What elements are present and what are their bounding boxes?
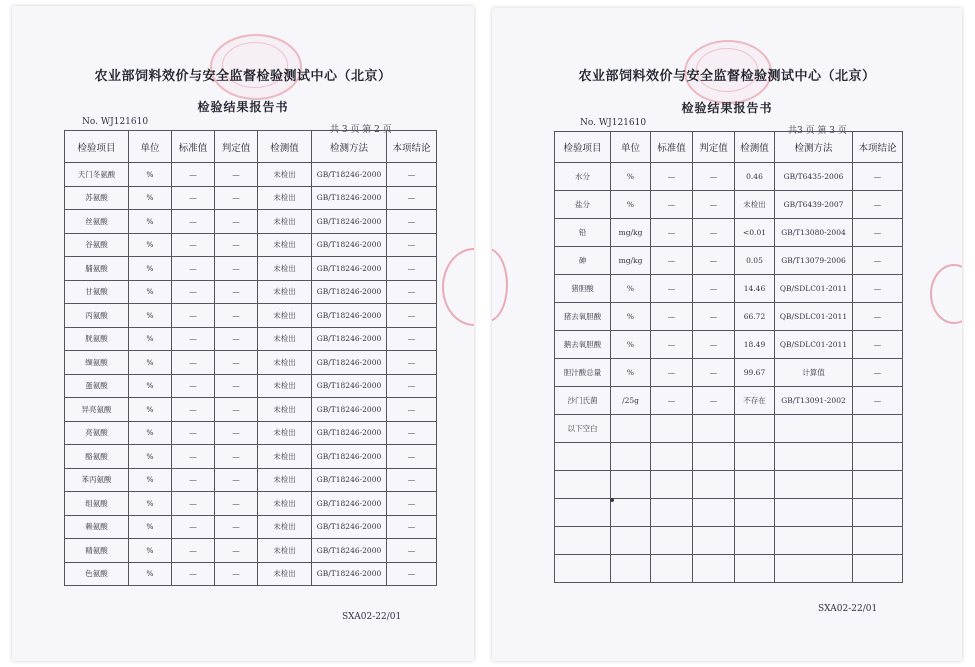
table-cell: — (651, 331, 693, 359)
table-cell (651, 499, 693, 527)
table-cell: — (387, 398, 437, 422)
table-cell: — (172, 210, 215, 234)
table-cell: % (129, 233, 172, 257)
table-cell (853, 443, 903, 471)
table-row (555, 387, 903, 415)
table-cell: — (853, 275, 903, 303)
table-cell: — (693, 191, 735, 219)
table-cell: GB/T18246-2000 (312, 539, 387, 563)
table-cell (693, 415, 735, 443)
table-cell: GB/T6435-2006 (775, 163, 853, 191)
table-cell: — (651, 191, 693, 219)
column-header: 本项结论 (853, 132, 903, 163)
table-cell: — (387, 421, 437, 445)
table-cell: — (387, 210, 437, 234)
column-header: 判定值 (693, 132, 735, 163)
table-cell: — (693, 247, 735, 275)
table-cell: 猪胆酸 (555, 275, 611, 303)
table-cell: % (611, 303, 651, 331)
table-cell: 未检出 (258, 515, 312, 539)
table-cell (611, 527, 651, 555)
table-cell: — (215, 257, 258, 281)
table-cell: GB/T18246-2000 (312, 233, 387, 257)
table-cell: GB/T18246-2000 (312, 210, 387, 234)
table-cell: — (651, 359, 693, 387)
table-cell: QB/SDLC01-2011 (775, 303, 853, 331)
table-cell (611, 499, 651, 527)
table-row (65, 257, 437, 281)
table-cell: 蛋氨酸 (65, 374, 129, 398)
table-cell: 脯氨酸 (65, 257, 129, 281)
table-cell: <0.01 (735, 219, 775, 247)
table-cell: — (172, 186, 215, 210)
report-number: No. WJ121610 (82, 117, 149, 127)
table-cell (651, 555, 693, 583)
table-cell: — (387, 327, 437, 351)
table-cell: GB/T18246-2000 (312, 280, 387, 304)
table-row (65, 186, 437, 210)
table-cell (853, 415, 903, 443)
table-row (555, 275, 903, 303)
table-cell: — (215, 515, 258, 539)
table-row (555, 527, 903, 555)
table-cell: — (651, 387, 693, 415)
table-cell: — (853, 359, 903, 387)
table-cell (735, 471, 775, 499)
table-cell: — (172, 445, 215, 469)
table-cell: — (387, 163, 437, 187)
table-cell (555, 471, 611, 499)
table-cell: — (387, 233, 437, 257)
table-cell: GB/T13079-2006 (775, 247, 853, 275)
table-cell: — (215, 163, 258, 187)
table-cell: — (172, 163, 215, 187)
table-cell: — (215, 304, 258, 328)
table-cell: 99.67 (735, 359, 775, 387)
table-cell: — (853, 163, 903, 191)
table-cell: 苏氨酸 (65, 186, 129, 210)
table-row (65, 421, 437, 445)
table-cell: 66.72 (735, 303, 775, 331)
table-cell: — (172, 280, 215, 304)
table-cell (775, 443, 853, 471)
report-number: No. WJ121610 (580, 118, 647, 128)
results-table (64, 130, 437, 586)
table-cell: 未检出 (258, 186, 312, 210)
table-cell: GB/T18246-2000 (312, 351, 387, 375)
table-cell: % (611, 275, 651, 303)
table-row (555, 163, 903, 191)
table-cell: 水分 (555, 163, 611, 191)
column-header: 判定值 (215, 131, 258, 163)
report-subtitle: 检验结果报告书 (681, 101, 773, 115)
table-cell: — (651, 219, 693, 247)
table-cell: GB/T18246-2000 (312, 304, 387, 328)
table-row (65, 327, 437, 351)
table-cell: — (172, 374, 215, 398)
table-cell (693, 443, 735, 471)
column-header: 检测方法 (775, 132, 853, 163)
table-cell: % (129, 421, 172, 445)
column-header: 标准值 (651, 132, 693, 163)
table-cell: mg/kg (611, 247, 651, 275)
table-cell: mg/kg (611, 219, 651, 247)
table-cell: 以下空白 (555, 415, 611, 443)
table-cell: QB/SDLC01-2011 (775, 331, 853, 359)
table-cell: % (129, 304, 172, 328)
table-cell (775, 499, 853, 527)
table-cell: — (172, 351, 215, 375)
table-cell (775, 527, 853, 555)
table-cell: — (215, 492, 258, 516)
table-cell: 色氨酸 (65, 562, 129, 586)
table-cell: — (853, 247, 903, 275)
table-cell: GB/T18246-2000 (312, 562, 387, 586)
table-cell: — (172, 562, 215, 586)
table-cell (651, 527, 693, 555)
table-row (65, 539, 437, 563)
table-row (65, 398, 437, 422)
table-cell (555, 443, 611, 471)
table-cell: — (172, 327, 215, 351)
table-cell: — (215, 539, 258, 563)
table-row (65, 210, 437, 234)
table-cell: % (129, 327, 172, 351)
table-cell: % (129, 515, 172, 539)
table-cell: — (215, 186, 258, 210)
table-cell: — (387, 515, 437, 539)
table-cell: — (651, 303, 693, 331)
table-row (555, 415, 903, 443)
table-cell: — (215, 327, 258, 351)
table-row (65, 280, 437, 304)
table-cell: 不存在 (735, 387, 775, 415)
table-cell: — (693, 275, 735, 303)
table-row (555, 443, 903, 471)
table-cell: GB/T18246-2000 (312, 163, 387, 187)
table-row (65, 445, 437, 469)
table-cell: 铅 (555, 219, 611, 247)
column-header: 本项结论 (387, 131, 437, 163)
table-cell (735, 499, 775, 527)
seam-seal-stamp (442, 248, 474, 326)
table-cell: — (693, 331, 735, 359)
table-cell: — (853, 303, 903, 331)
table-row (65, 515, 437, 539)
table-cell: 未检出 (735, 191, 775, 219)
table-row (555, 359, 903, 387)
table-cell: 盐分 (555, 191, 611, 219)
table-cell: GB/T18246-2000 (312, 445, 387, 469)
table-cell: 未检出 (258, 351, 312, 375)
table-cell: 精氨酸 (65, 539, 129, 563)
table-cell (611, 471, 651, 499)
table-cell: QB/SDLC01-2011 (775, 275, 853, 303)
table-cell: — (693, 303, 735, 331)
table-cell: — (172, 304, 215, 328)
table-cell (853, 527, 903, 555)
table-row (555, 303, 903, 331)
table-cell: % (129, 374, 172, 398)
seam-seal-stamp (930, 264, 962, 324)
table-cell (735, 527, 775, 555)
table-cell: % (611, 359, 651, 387)
table-row (555, 191, 903, 219)
table-row (555, 555, 903, 583)
table-cell: % (129, 468, 172, 492)
table-cell: — (172, 539, 215, 563)
table-cell: 未检出 (258, 210, 312, 234)
table-row (65, 562, 437, 586)
column-header: 检测值 (258, 131, 312, 163)
table-cell: 亮氨酸 (65, 421, 129, 445)
table-cell: % (129, 398, 172, 422)
table-cell: 胱氨酸 (65, 327, 129, 351)
table-cell: 鹅去氧胆酸 (555, 331, 611, 359)
table-cell: 组氨酸 (65, 492, 129, 516)
table-cell: — (693, 359, 735, 387)
table-cell: — (215, 468, 258, 492)
table-cell: — (651, 247, 693, 275)
table-cell: 酪氨酸 (65, 445, 129, 469)
table-cell: — (387, 304, 437, 328)
table-cell: — (693, 219, 735, 247)
table-cell (775, 471, 853, 499)
table-cell: — (387, 351, 437, 375)
table-cell: % (129, 539, 172, 563)
table-cell: 未检出 (258, 468, 312, 492)
table-cell: — (172, 515, 215, 539)
table-row (65, 304, 437, 328)
table-cell: GB/T13091-2002 (775, 387, 853, 415)
column-header: 检验项目 (555, 132, 611, 163)
table-cell: GB/T6439-2007 (775, 191, 853, 219)
table-cell: — (693, 163, 735, 191)
table-row (555, 499, 903, 527)
table-row (65, 374, 437, 398)
table-cell: 18.49 (735, 331, 775, 359)
table-cell: 0.05 (735, 247, 775, 275)
table-cell: — (387, 186, 437, 210)
table-row (65, 351, 437, 375)
table-cell (693, 555, 735, 583)
table-cell: GB/T18246-2000 (312, 186, 387, 210)
table-cell: — (215, 351, 258, 375)
table-cell: GB/T18246-2000 (312, 492, 387, 516)
table-cell: — (693, 387, 735, 415)
table-cell: % (129, 445, 172, 469)
table-cell (775, 555, 853, 583)
table-cell: — (387, 374, 437, 398)
form-code: SXA02-22/01 (818, 604, 878, 614)
table-cell (611, 415, 651, 443)
table-cell: 未检出 (258, 492, 312, 516)
table-cell (853, 471, 903, 499)
table-cell (651, 415, 693, 443)
table-cell: — (387, 280, 437, 304)
page-indicator: 共 3 页 第 2 页 (330, 125, 392, 135)
table-cell: 异亮氨酸 (65, 398, 129, 422)
table-row (65, 468, 437, 492)
table-cell: 计算值 (775, 359, 853, 387)
table-cell: 未检出 (258, 539, 312, 563)
table-cell: % (611, 163, 651, 191)
table-cell: 未检出 (258, 445, 312, 469)
table-cell: % (129, 351, 172, 375)
table-cell: — (215, 374, 258, 398)
table-cell (693, 471, 735, 499)
table-cell: 未检出 (258, 163, 312, 187)
table-cell: — (651, 275, 693, 303)
table-cell: — (215, 210, 258, 234)
table-cell: — (651, 163, 693, 191)
table-cell: 丙氨酸 (65, 304, 129, 328)
table-cell (735, 555, 775, 583)
table-cell: — (215, 280, 258, 304)
column-header: 检测方法 (312, 131, 387, 163)
table-cell (611, 555, 651, 583)
table-cell (555, 555, 611, 583)
table-cell: % (129, 163, 172, 187)
table-cell: 未检出 (258, 374, 312, 398)
table-cell: 未检出 (258, 562, 312, 586)
table-cell: 谷氨酸 (65, 233, 129, 257)
table-row (65, 492, 437, 516)
table-cell (611, 443, 651, 471)
table-cell: 未检出 (258, 327, 312, 351)
report-page-3 (492, 8, 962, 661)
report-page-2 (12, 6, 474, 661)
results-table (554, 131, 903, 583)
table-cell: 猪去氧胆酸 (555, 303, 611, 331)
table-cell: % (129, 280, 172, 304)
table-cell: % (611, 331, 651, 359)
table-row (555, 247, 903, 275)
table-cell (735, 415, 775, 443)
table-cell (555, 499, 611, 527)
table-cell: — (172, 421, 215, 445)
table-cell: — (853, 387, 903, 415)
table-cell (853, 499, 903, 527)
report-subtitle: 检验结果报告书 (197, 100, 289, 114)
table-cell: — (853, 219, 903, 247)
table-cell: GB/T13080-2004 (775, 219, 853, 247)
table-cell: 天门冬氨酸 (65, 163, 129, 187)
page-indicator: 共3 页 第 3 页 (788, 126, 847, 136)
column-header: 单位 (611, 132, 651, 163)
table-cell: — (172, 492, 215, 516)
table-cell: GB/T18246-2000 (312, 327, 387, 351)
table-cell: — (172, 468, 215, 492)
table-row (65, 233, 437, 257)
table-cell: 未检出 (258, 280, 312, 304)
table-cell: 丝氨酸 (65, 210, 129, 234)
table-cell: % (611, 191, 651, 219)
table-cell: GB/T18246-2000 (312, 374, 387, 398)
table-cell: 苯丙氨酸 (65, 468, 129, 492)
table-cell: 砷 (555, 247, 611, 275)
table-cell: 0.46 (735, 163, 775, 191)
table-cell (693, 499, 735, 527)
table-cell: 未检出 (258, 257, 312, 281)
table-row (555, 471, 903, 499)
table-cell: 缬氨酸 (65, 351, 129, 375)
table-cell (775, 415, 853, 443)
table-cell: — (215, 562, 258, 586)
table-cell: 甘氨酸 (65, 280, 129, 304)
table-cell: 赖氨酸 (65, 515, 129, 539)
table-row (555, 219, 903, 247)
table-cell: 未检出 (258, 421, 312, 445)
table-cell: 胆汁酸总量 (555, 359, 611, 387)
table-cell: GB/T18246-2000 (312, 515, 387, 539)
table-cell: /25g (611, 387, 651, 415)
column-header: 单位 (129, 131, 172, 163)
table-cell: — (215, 445, 258, 469)
table-cell: 未检出 (258, 304, 312, 328)
table-cell: % (129, 562, 172, 586)
table-cell: — (387, 539, 437, 563)
table-cell: — (387, 445, 437, 469)
ink-speck (610, 498, 614, 502)
table-cell: — (172, 257, 215, 281)
table-cell: GB/T18246-2000 (312, 468, 387, 492)
table-row (65, 163, 437, 187)
table-cell: % (129, 492, 172, 516)
table-cell: 未检出 (258, 233, 312, 257)
table-cell: — (215, 398, 258, 422)
table-cell: GB/T18246-2000 (312, 421, 387, 445)
table-cell: — (853, 331, 903, 359)
table-cell: — (387, 562, 437, 586)
table-cell: — (387, 468, 437, 492)
table-cell: % (129, 210, 172, 234)
table-cell (651, 443, 693, 471)
table-cell: — (387, 257, 437, 281)
table-cell: — (387, 492, 437, 516)
page-title: 农业部饲料效价与安全监督检验测试中心（北京） (578, 69, 876, 84)
table-cell: 14.46 (735, 275, 775, 303)
page-title: 农业部饲料效价与安全监督检验测试中心（北京） (94, 69, 392, 84)
table-cell: % (129, 186, 172, 210)
table-cell: — (215, 421, 258, 445)
table-cell: 未检出 (258, 398, 312, 422)
column-header: 检测值 (735, 132, 775, 163)
table-cell: GB/T18246-2000 (312, 398, 387, 422)
table-row (555, 331, 903, 359)
column-header: 标准值 (172, 131, 215, 163)
table-cell: 沙门氏菌 (555, 387, 611, 415)
table-cell (853, 555, 903, 583)
table-cell: — (172, 233, 215, 257)
table-cell: — (172, 398, 215, 422)
table-cell (735, 443, 775, 471)
table-cell: — (853, 191, 903, 219)
table-cell: — (215, 233, 258, 257)
table-cell: % (129, 257, 172, 281)
table-cell (555, 527, 611, 555)
seam-seal-stamp-left (492, 248, 508, 322)
table-cell: GB/T18246-2000 (312, 257, 387, 281)
table-cell (693, 527, 735, 555)
form-code: SXA02-22/01 (342, 612, 402, 622)
table-cell (651, 471, 693, 499)
column-header: 检验项目 (65, 131, 129, 163)
